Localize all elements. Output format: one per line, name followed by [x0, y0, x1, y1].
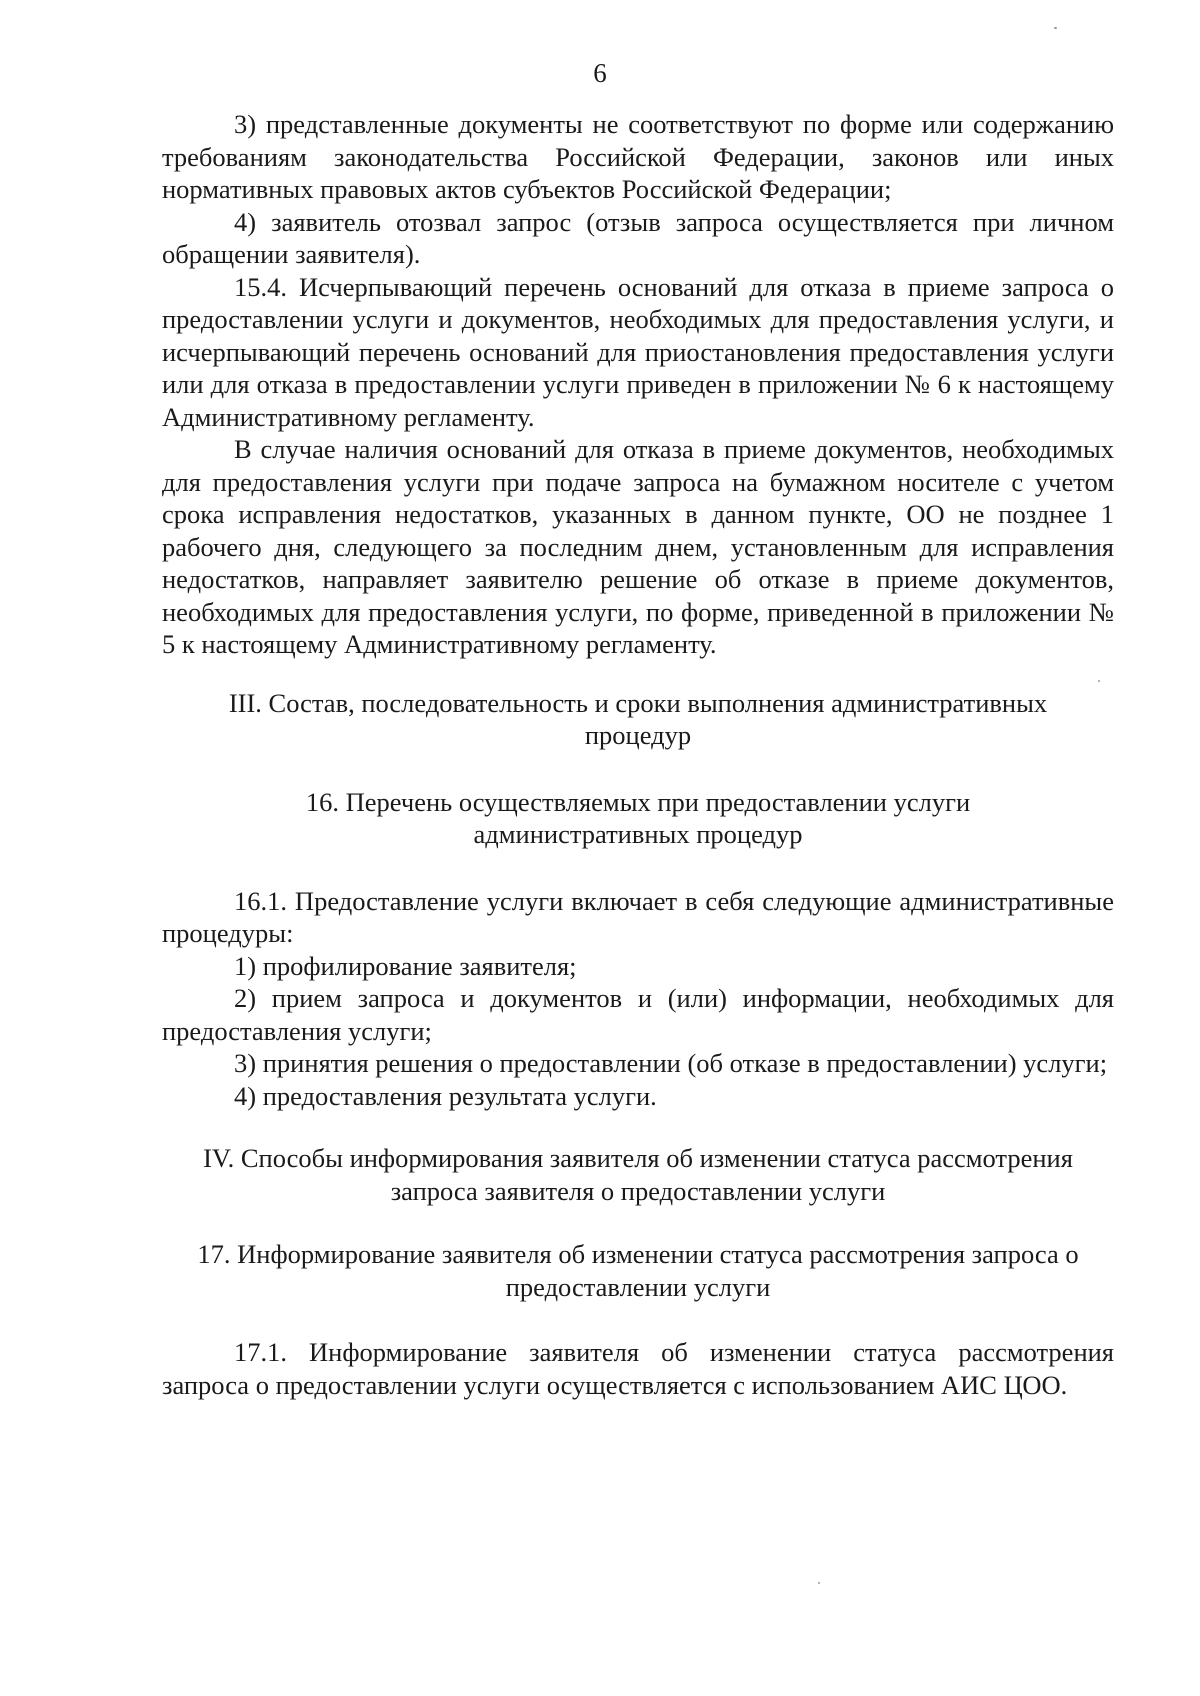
scan-speck	[818, 1582, 820, 1584]
section-4-heading	[162, 1142, 1114, 1207]
procedure-item: 2) прием запроса и документов и (или) информации, необходимых для предоставления услуги;	[162, 983, 1114, 1046]
scan-speck	[1054, 27, 1057, 29]
subsection-16-heading	[162, 786, 1114, 851]
section-3-heading-line1: III. Состав, последовательность и сроки выполнения административных	[228, 687, 1048, 718]
list-item-3: 3) представленные документы не соответствуют по форме или содержанию требованиям законодательства Российской Федерации, законов или иных нормативных правовых актов субъектов Российской Федерации;	[162, 109, 1114, 204]
subsection-16-heading-line2: административных процедур	[473, 819, 803, 849]
section-4-heading-line1: IV. Способы информирования заявителя об изменении статуса рассмотрения	[203, 1143, 1073, 1173]
paragraph-17-1: 17.1. Информирование заявителя об изменении статуса рассмотрения запроса о предоставлении услуги осуществляется с использованием АИС ЦОО.	[162, 1337, 1114, 1400]
section-3-heading-line2: процедур	[584, 720, 692, 750]
subsection-17-heading-line2: предоставлении услуги	[505, 1271, 771, 1302]
section-3-heading	[162, 687, 1114, 752]
subsection-17-heading	[162, 1238, 1114, 1303]
page-number: 6	[593, 58, 607, 88]
paragraph-15-4: 15.4. Исчерпывающий перечень оснований для отказа в приеме запроса о предоставлении услуги и документов, необходимых для предоставления услуги, и исчерпывающий перечень оснований для приостановления предоставления услуги или для отказа в предоставлении услуги приведен в приложении № 6 к настоящему Административному регламенту.	[162, 271, 1114, 432]
scan-speck	[1098, 680, 1100, 682]
paragraph-16-1: 16.1. Предоставление услуги включает в себя следующие административные процедуры:	[162, 885, 1114, 948]
document-body	[162, 108, 1114, 1401]
subsection-17-heading-line1: 17. Информирование заявителя об изменении статуса рассмотрения запроса о	[197, 1239, 1079, 1269]
section-4-heading-line2: запроса заявителя о предоставлении услуги	[390, 1175, 886, 1206]
procedure-item: 3) принятия решения о предоставлении (об отказе в предоставлении) услуги;	[234, 1048, 1108, 1078]
list-item-4: 4) заявитель отозвал запрос (отзыв запроса осуществляется при личном обращении заявителя).	[162, 206, 1114, 269]
procedure-item: 4) предоставления результата услуги.	[234, 1080, 657, 1111]
paragraph-refusal: В случае наличия оснований для отказа в приеме документов, необходимых для предоставления услуги при подаче запроса на бумажном носителе с учетом срока исправления недостатков, указанных в данном пункте, ОО не позднее 1 рабочего дня, следующего за последним днем, установленным для исправления недостатков, направляет заявителю решение об отказе в приеме документов, необходимых для предоставления услуги, по форме, приведенной в приложении № 5 к настоящему Административному регламенту.	[162, 434, 1114, 659]
subsection-16-heading-line1: 16. Перечень осуществляемых при предоставлении услуги	[305, 786, 971, 817]
procedure-item: 1) профилирование заявителя;	[234, 950, 577, 981]
